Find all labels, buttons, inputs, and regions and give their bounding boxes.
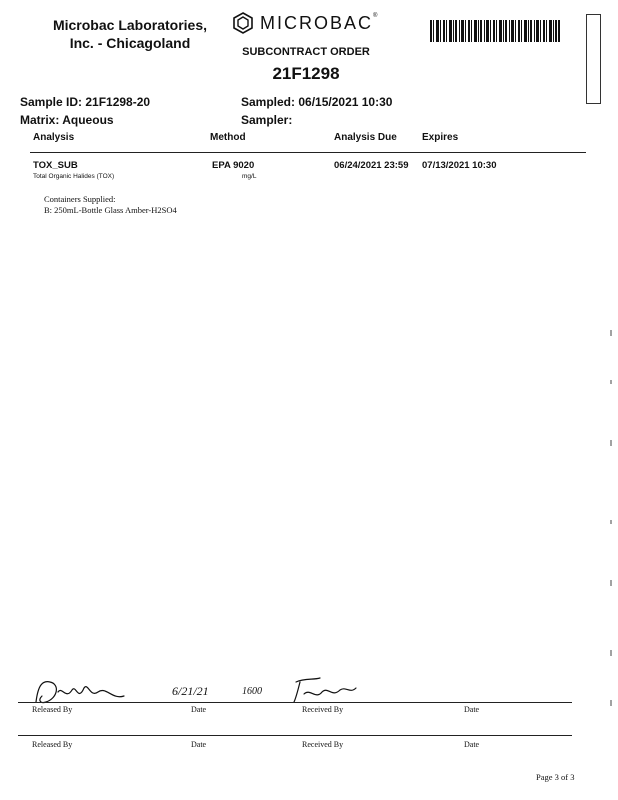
- logo-text: MICROBAC: [260, 12, 374, 33]
- matrix: [20, 113, 114, 127]
- sampled-label: Sampled:: [241, 95, 296, 109]
- hexagon-logo-icon: [232, 12, 254, 34]
- barcode-icon: [430, 20, 560, 42]
- signature-line-1: [18, 702, 572, 703]
- date-label-1: Date: [191, 705, 207, 714]
- sample-id: [20, 95, 150, 109]
- container-item: B: 250mL-Bottle Glass Amber-H2SO4: [44, 205, 177, 215]
- matrix-label: Matrix:: [20, 113, 60, 127]
- order-number: 21F1298: [272, 64, 340, 83]
- received-by-label-2: Received By: [302, 740, 344, 749]
- row-analysis-desc: Total Organic Halides (TOX): [33, 173, 115, 180]
- signature-line-2: [18, 735, 572, 736]
- row-expires: 07/13/2021 10:30: [422, 160, 497, 171]
- company-name: [40, 16, 220, 52]
- scan-edge-marks-icon: [608, 320, 614, 720]
- company-name-line1: Microbac Laboratories,: [52, 17, 208, 33]
- containers-label: Containers Supplied:: [44, 194, 116, 204]
- sampled-value: 06/15/2021 10:30: [298, 95, 393, 109]
- company-name-line2: Inc. - Chicagoland: [69, 35, 191, 51]
- sample-id-label: Sample ID:: [20, 95, 83, 109]
- microbac-logo: [232, 12, 379, 34]
- order-title: SUBCONTRACT ORDER: [242, 46, 370, 58]
- page-number: Page 3 of 3: [536, 772, 575, 782]
- header-method: Method: [210, 132, 246, 143]
- row-analysis-due: 06/24/2021 23:59: [334, 160, 409, 171]
- logo-wordmark: [260, 13, 379, 34]
- matrix-value: Aqueous: [62, 113, 114, 127]
- header-divider: [30, 152, 586, 153]
- page-edge-tab: [586, 14, 601, 104]
- header-analysis: Analysis: [33, 132, 75, 143]
- header-expires: Expires: [422, 132, 459, 143]
- handwritten-time: 1600: [242, 686, 262, 697]
- logo-registered-mark: ®: [373, 12, 380, 19]
- sampler-label: Sampler:: [241, 113, 293, 127]
- sampled: [241, 95, 392, 109]
- sample-id-value: 21F1298-20: [85, 95, 151, 109]
- received-by-label-1: Received By: [302, 705, 344, 714]
- released-by-label-2: Released By: [32, 740, 73, 749]
- released-by-label-1: Released By: [32, 705, 73, 714]
- date-label-2: Date: [464, 705, 480, 714]
- date-label-3: Date: [191, 740, 207, 749]
- handwritten-date: 6/21/21: [172, 684, 209, 698]
- date-label-4: Date: [464, 740, 480, 749]
- header-analysis-due: Analysis Due: [334, 132, 397, 143]
- row-analysis: TOX_SUB: [33, 160, 78, 171]
- row-unit: mg/L: [242, 173, 257, 180]
- row-method: EPA 9020: [212, 160, 255, 171]
